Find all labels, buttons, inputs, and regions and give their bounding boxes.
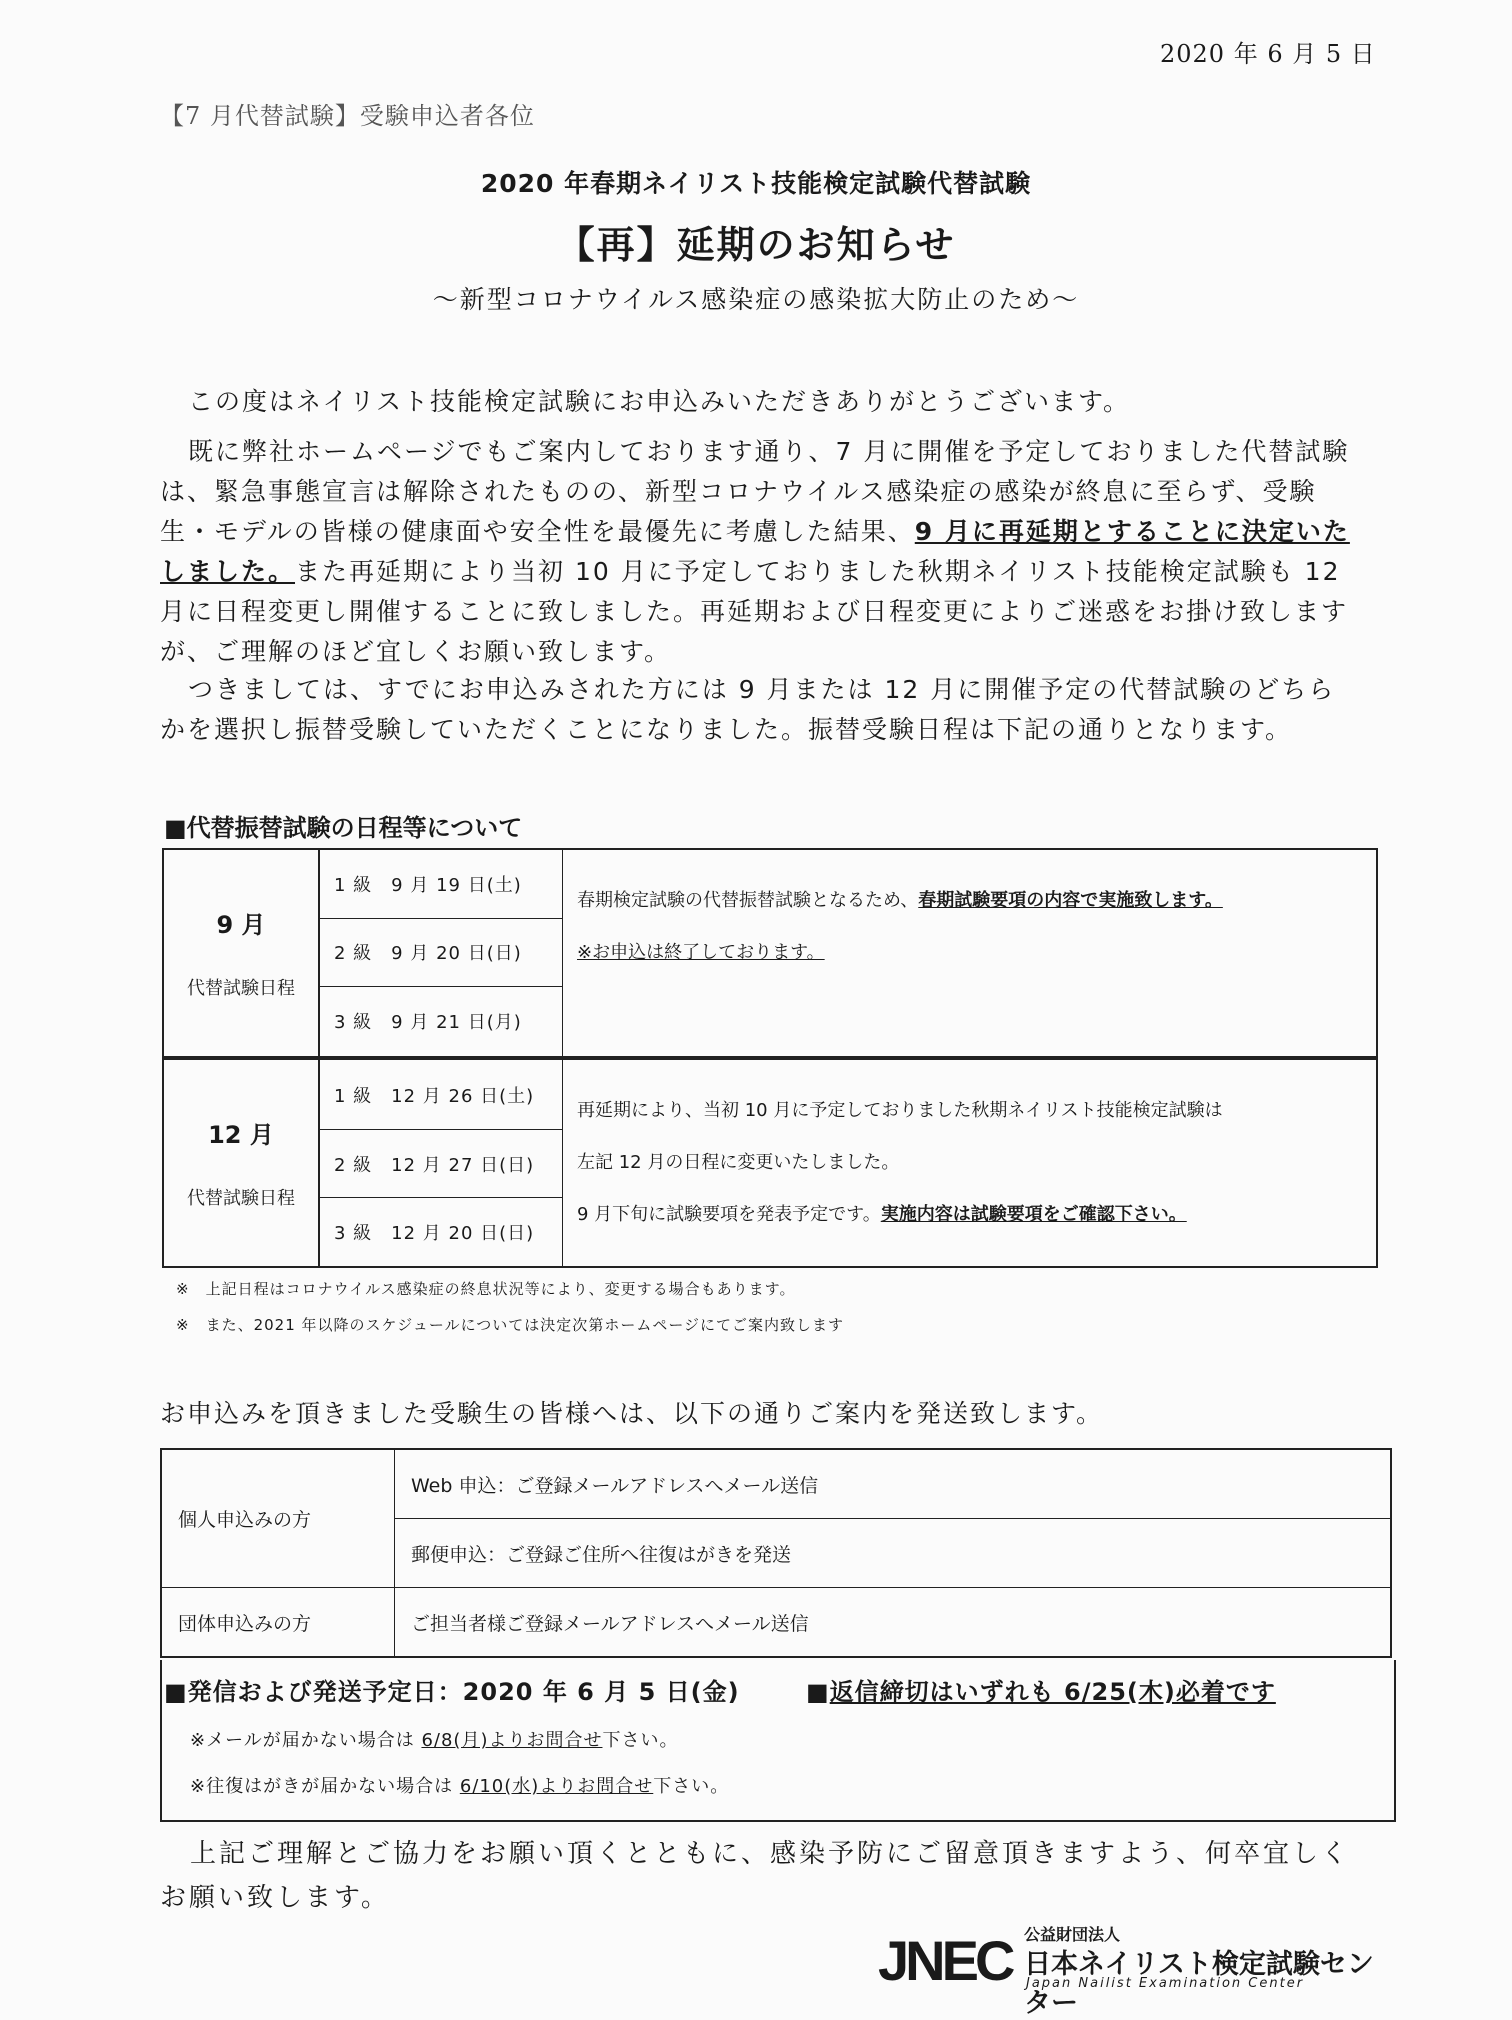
sept-grade-1: 1 級 9 月 19 日(土) <box>319 849 563 918</box>
logo-letter-e: E <box>941 1929 975 1992</box>
dec-label: 代替試験日程 <box>187 1188 295 1210</box>
mailing-intro: お申込みを頂きました受験生の皆様へは、以下の通りご案内を発送致します。 <box>160 1399 1104 1428</box>
deadline-text: 返信締切はいずれも 6/25(木)必着です <box>829 1678 1276 1706</box>
sept-grade-3: 3 級 9 月 21 日(月) <box>319 986 563 1058</box>
table-row <box>161 1449 1391 1519</box>
logo-letter-c: C <box>974 1929 1012 1992</box>
individual-label: 個人申込みの方 <box>161 1449 395 1588</box>
group-label: 団体申込みの方 <box>161 1588 395 1658</box>
dec-desc-text: 9 月下旬に試験要項を発表予定です。 <box>577 1203 881 1225</box>
postal-application: 郵便申込：ご登録ご住所へ往復はがきを発送 <box>395 1519 1392 1588</box>
sept-desc-spacer <box>577 979 1362 1031</box>
intro-paragraph-3: つきましては、すでにお申込みされた方には 9 月または 12 月に開催予定の代替試験のどちらかを選択し振替受験していただくことになりました。振替受験日程は下記の通りとなります。 <box>160 675 1336 744</box>
sept-month-cell <box>163 849 319 1058</box>
jnec-logo-mark <box>878 1928 1011 1993</box>
recipient-line: 【7 月代替試験】受験申込者各位 <box>160 102 535 130</box>
notice-title-line1: 2020 年春期ネイリスト技能検定試験代替試験 <box>480 169 1032 198</box>
post-note-underlined: 6/10(水)よりお問合せ <box>459 1776 654 1797</box>
post-note-text: ※往復はがきが届かない場合は <box>190 1776 460 1797</box>
intro-p2-underlined: 9 月に再延期とすることに決定いたしました。 <box>160 517 1350 586</box>
schedule-heading: ■代替振替試験の日程等について <box>164 814 523 842</box>
deadline-mark: ■ <box>806 1678 830 1706</box>
notice-title-subtitle: ～新型コロナウイルス感染症の感染拡大防止のため～ <box>432 285 1080 314</box>
schedule-table <box>162 848 1378 1268</box>
org-name-en: Japan Nailist Examination Center <box>1026 1976 1305 1991</box>
dec-grade-3: 3 級 12 月 20 日(日) <box>319 1198 563 1267</box>
mail-note-underlined: 6/8(月)よりお問合せ <box>421 1730 603 1751</box>
sept-desc-underlined: 春期試験要項の内容で実施致します。 <box>918 889 1223 911</box>
notice-title-main: 【再】延期のお知らせ <box>556 222 956 267</box>
jnec-logo <box>878 1920 1398 2019</box>
org-type: 公益財団法人 <box>1024 1925 1121 1944</box>
send-date: ■発信および発送予定日：2020 年 6 月 5 日(金) <box>164 1678 740 1706</box>
table-row <box>161 1588 1391 1658</box>
org-name: 日本ネイリスト検定試験センター <box>1024 1949 1374 2019</box>
sept-desc-note: ※お申込は終了しております。 <box>577 941 825 963</box>
intro-paragraph-2 <box>160 432 1360 672</box>
dec-month-cell <box>163 1058 319 1267</box>
dec-month: 12 月 <box>208 1121 274 1150</box>
mail-note-tail: 下さい。 <box>602 1730 679 1751</box>
sept-label: 代替試験日程 <box>187 978 295 1000</box>
schedule-note-1: ※ 上記日程はコロナウイルス感染症の終息状況等により、変更する場合もあります。 <box>176 1280 796 1298</box>
table-row <box>163 849 1377 918</box>
logo-letter-n: N <box>905 1929 942 1992</box>
document-date: 2020 年 6 月 5 日 <box>1160 40 1376 68</box>
dec-desc-line3 <box>577 1189 1362 1241</box>
reply-deadline <box>806 1672 1276 1707</box>
mail-note-text: ※メールが届かない場合は <box>190 1730 422 1751</box>
sept-month: 9 月 <box>216 911 266 940</box>
dec-grade-2: 2 級 12 月 27 日(日) <box>319 1130 563 1198</box>
intro-p2-text-b: また再延期により当初 10 月に予定しておりました秋期ネイリスト技能検定試験も 12 月に日程変更し開催することに致しました。再延期および日程変更によりご迷惑をお掛け致しますが、ご理解のほど宜しくお願い致します。 <box>160 557 1349 666</box>
sept-description <box>563 849 1378 1058</box>
web-application: Web 申込：ご登録メールアドレスへメール送信 <box>395 1449 1392 1519</box>
dec-grade-1: 1 級 12 月 26 日(土) <box>319 1058 563 1130</box>
dec-description <box>563 1058 1378 1267</box>
closing-paragraph: 上記ご理解とご協力をお願い頂くとともに、感染予防にご留意頂きますよう、何卒宜しくお願い致します。 <box>160 1839 1351 1913</box>
sept-grade-2: 2 級 9 月 20 日(日) <box>319 918 563 986</box>
mailing-table <box>160 1448 1392 1658</box>
dec-desc-underlined: 実施内容は試験要項をご確認下さい。 <box>880 1203 1187 1225</box>
group-application: ご担当者様ご登録メールアドレスへメール送信 <box>395 1588 1392 1658</box>
post-note-tail: 下さい。 <box>653 1776 730 1797</box>
dec-desc-line2: 左記 12 月の日程に変更いたしました。 <box>577 1151 900 1173</box>
intro-p2-text-a: 既に弊社ホームページでもご案内しております通り、7 月に開催を予定しておりました代替試験は、緊急事態宣言は解除されたものの、新型コロナウイルス感染症の感染が終息に至らず、受験生・モデルの皆様の健康面や安全性を最優先に考慮した結果、 <box>160 437 1350 546</box>
logo-letter-j: J <box>878 1929 906 1992</box>
dec-desc-line1: 再延期により、当初 10 月に予定しておりました秋期ネイリスト技能検定試験は <box>577 1099 1223 1121</box>
table-row <box>163 1058 1377 1130</box>
intro-paragraph-1: この度はネイリスト技能検定試験にお申込みいただきありがとうございます。 <box>188 387 1131 416</box>
schedule-note-2: ※ また、2021 年以降のスケジュールについては決定次第ホームページにてご案内致します <box>176 1316 845 1334</box>
mail-inquiry-note <box>190 1726 678 1752</box>
sept-desc-line1 <box>577 875 1362 927</box>
post-inquiry-note <box>190 1772 729 1798</box>
sept-desc-text: 春期検定試験の代替振替試験となるため、 <box>577 889 919 911</box>
